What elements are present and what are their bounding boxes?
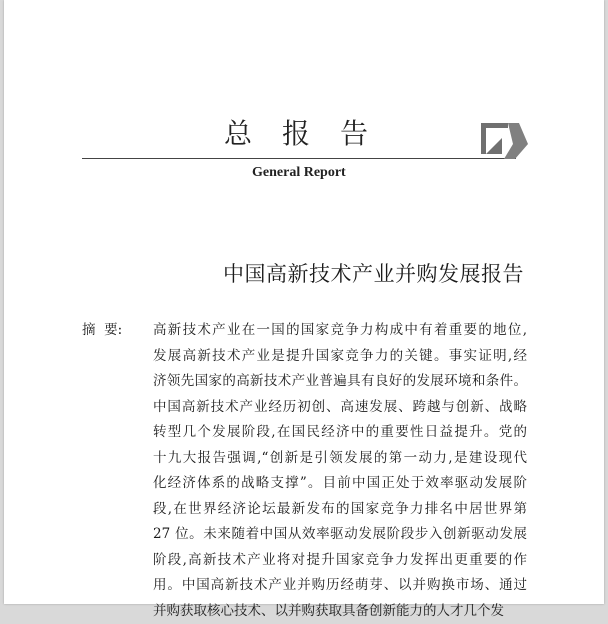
article-title: 中国高新技术产业并购发展报告 (223, 258, 524, 288)
chapter-mark-icon (478, 120, 528, 160)
abstract-line: 十九大报告强调,“创新是引领发展的第一动力,是建设现代 (153, 446, 527, 472)
abstract-line: 化经济体系的战略支撑”。目前中国正处于效率驱动发展阶 (153, 471, 527, 497)
abstract-line: 转型几个发展阶段,在国民经济中的重要性日益提升。党的 (153, 420, 527, 446)
section-title: 总报告 (224, 116, 398, 152)
abstract-line: 用。中国高新技术产业并购历经萌芽、以并购换市场、通过 (153, 573, 527, 599)
abstract-line: 中国高新技术产业经历初创、高速发展、跨越与创新、战略 (153, 395, 527, 421)
abstract-label: 摘 要: (82, 318, 122, 344)
abstract-line: 段,在世界经济论坛最新发布的国家竞争力排名中居世界第 (153, 497, 527, 523)
abstract-line: 27 位。未来随着中国从效率驱动发展阶段步入创新驱动发展 (153, 522, 527, 548)
abstract-line: 济领先国家的高新技术产业普遍具有良好的发展环境和条件。 (153, 369, 527, 395)
title-divider (82, 158, 516, 159)
abstract-line: 并购获取核心技术、以并购获取具备创新能力的人才几个发 (153, 599, 527, 624)
document-page (4, 0, 604, 604)
abstract-line: 高新技术产业在一国的国家竞争力构成中有着重要的地位, (153, 318, 527, 344)
abstract-line: 发展高新技术产业是提升国家竞争力的关键。事实证明,经 (153, 344, 527, 370)
abstract-body (153, 318, 527, 624)
section-subtitle: General Report (252, 165, 346, 181)
abstract-line: 阶段,高新技术产业将对提升国家竞争力发挥出更重要的作 (153, 548, 527, 574)
